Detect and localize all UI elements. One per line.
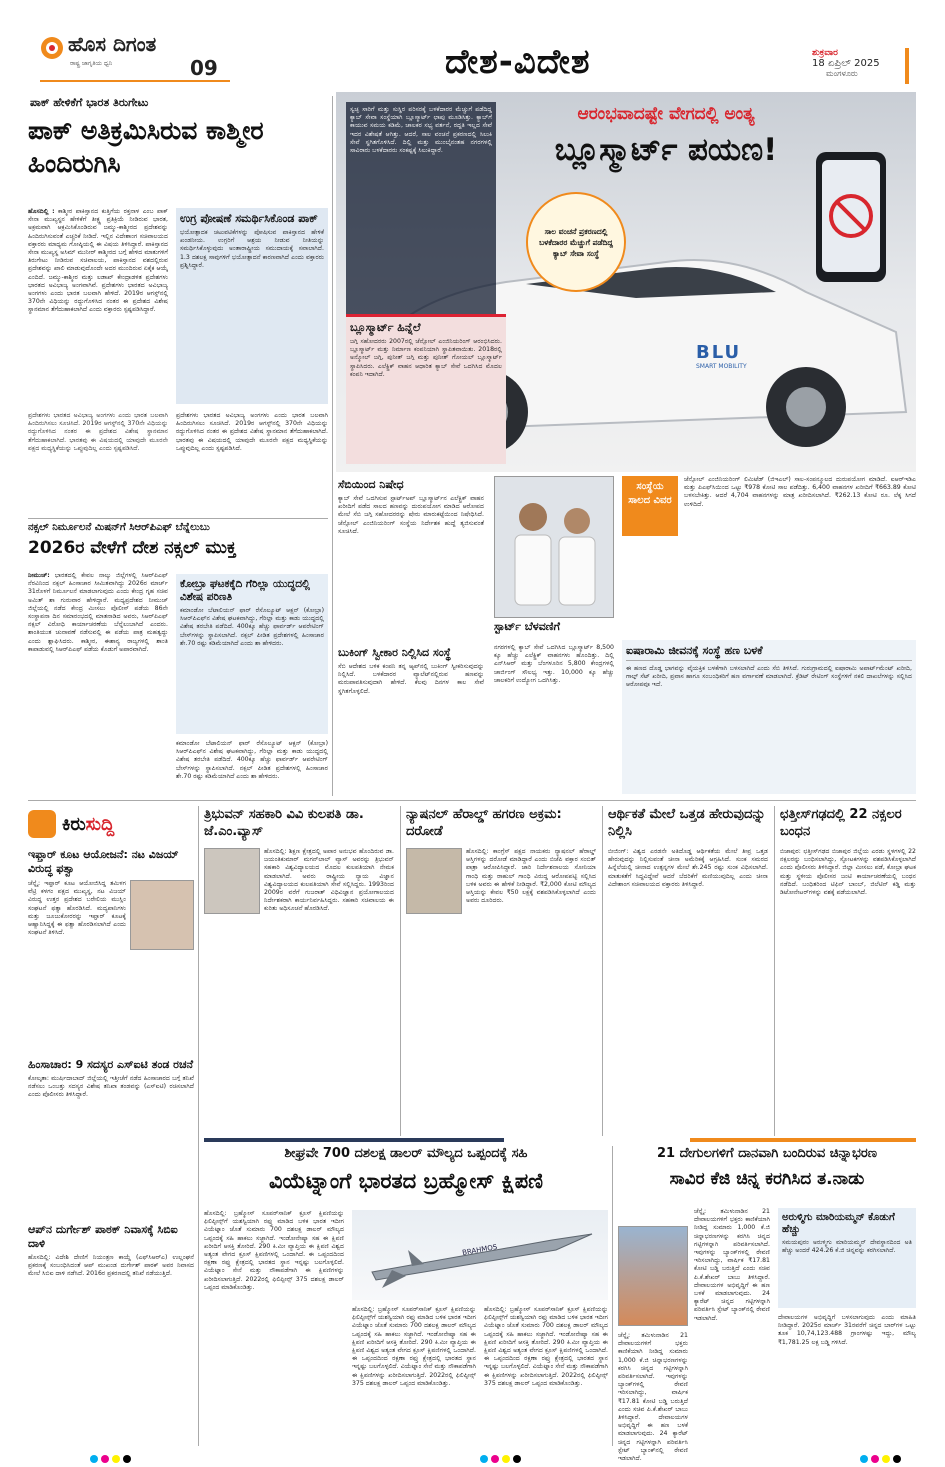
feature-circle-text: ಸಾಲ ವಂಚನೆ ಪ್ರಕರಣದಲ್ಲಿ ಬಳಕೆದಾರರ ಮೆಚ್ಚುಗೆ ಪಡೆದಿದ್ದ ಕ್ಯಾಬ್ ಸೇವಾ ಸಂಸ್ಥೆ [539,226,613,258]
masthead [0,0,945,92]
mid3-body: ಬೀಜಿಂಗ್: ವಿಶ್ವದ ಎರಡನೇ ಅತಿದೊಡ್ಡ ಆರ್ಥಿಕತೆಯ ಮೇಲೆ ತೀವ್ರ ಒತ್ತಡ ಹೇರುವುದನ್ನು ನಿಲ್ಲಿಸುವಂತೆ ಚೀನಾ ಅಮೆರಿಕಕ್ಕೆ ಆಗ್ರಹಿಸಿದೆ. ಸುಂಕ ಸಮರದ ಹಿನ್ನೆಲೆಯಲ್ಲಿ ಚೀನಾದ ಉತ್ಪನ್ನಗಳ ಮೇಲೆ ಶೇ.245 ರಷ್ಟು ಸುಂಕ ವಿಧಿಸಲಾಗಿದೆ. ಮಾತುಕತೆಗೆ ಸಿದ್ಧವಿದ್ದೇವೆ ಆದರೆ ಬೆದರಿಕೆಗೆ ಮಣಿಯುವುದಿಲ್ಲ ಎಂದು ಚೀನಾ ವಿದೇಶಾಂಗ ಸಚಿವಾಲಯದ ವಕ್ತಾರರು ತಿಳಿಸಿದ್ದಾರೆ. [608,848,768,888]
divider-bar-left [204,1138,504,1142]
feature-circle [526,192,626,292]
story2-box-body: ಕಮಾಂಡೋ ಬೆಟಾಲಿಯನ್ ಫಾರ್ ರೆಸೊಲ್ಯೂಟ್ ಆಕ್ಷನ್ (ಕೋಬ್ರಾ) ಸಿಆರ್‌ಪಿಎಫ್‌ನ ವಿಶೇಷ ಘಟಕವಾಗಿದ್ದು, ಗೆರಿಲ್ಲಾ ಮತ್ತು ಕಾಡು ಯುದ್ಧದಲ್ಲಿ ವಿಶೇಷ ತರಬೇತಿ ಪಡೆದಿದೆ. 400ಕ್ಕೂ ಹೆಚ್ಚು ಫಾರ್ವರ್ಡ್ ಆಪರೇಟಿಂಗ್ ಬೇಸ್‌ಗಳನ್ನು ಸ್ಥಾಪಿಸಲಾಗಿದೆ. ನಕ್ಸಲ್ ಪೀಡಿತ ಪ್ರದೇಶಗಳಲ್ಲಿ ಹಿಂಸಾಚಾರ ಶೇ.70 ರಷ್ಟು ಕಡಿಮೆಯಾಗಿದೆ ಎಂದು ಶಾ ಹೇಳಿದರು. [180,607,324,647]
luxury-spend-box [622,640,916,794]
box1-body: ಜಗ್ಗಿ ಸಹೋದರರು 2007ರಲ್ಲಿ ಜೆನ್ಸೋಲ್ ಎಂಜಿನಿಯರಿಂಗ್ ಆರಂಭಿಸಿದರು. ಬ್ಲೂಸ್ಮಾರ್ಟ್ ಮತ್ತು ನಿರ್ಮಾಣ ಕಂಪನಿಯಾಗಿ ಸ್ಥಾಪಿತವಾಯಿತು. 2018ರಲ್ಲಿ ಅನ್ಮೋಲ್ ಜಗ್ಗಿ, ಪುನೀತ್ ಜಗ್ಗಿ ಮತ್ತು ಪುನೀತ್ ಗೋಯಲ್ ಬ್ಲೂಸ್ಮಾರ್ಟ್ ಸ್ಥಾಪಿಸಿದರು. ಎಲೆಕ್ಟ್ರಿಕ್ ವಾಹನ ಆಧಾರಿತ ಕ್ಯಾಬ್ ಸೇವೆ ಒದಗಿಸಿದ ಮೊದಲ ಕಂಪನಿ ಇದಾಗಿದೆ. [350,338,502,378]
masthead-logo [40,32,230,80]
box5-body: ಜೆನ್ಸೋಲ್ ಎಂಜಿನಿಯರಿಂಗ್ ಲಿಮಿಟೆಡ್ (ಜಿಇಎಲ್) ಸಾಲ-ಸಂಪನ್ಮೂಲದ ದುರುಪಯೋಗ ಮಾಡಿದೆ. ಐಆರ್‌ಇಡಿಎ ಮತ್ತು ಪಿಎಫ್‌ಸಿಯಿಂದ ಒಟ್ಟು ₹978 ಕೋಟಿ ಸಾಲ ಪಡೆದಿತ್ತು. 6,400 ವಾಹನಗಳ ಖರೀದಿಗೆ ₹663.89 ಕೋಟಿ ಬಳಸಬೇಕಿತ್ತು. ಆದರೆ 4,704 ವಾಹನಗಳನ್ನು ಮಾತ್ರ ಖರೀದಿಸಲಾಗಿದೆ. ₹262.13 ಕೋಟಿ ರೂ. ಲೆಕ್ಕ ಸಿಗದೆ ಉಳಿದಿದೆ. [684,476,916,508]
mid2-body: ಹೊಸದಿಲ್ಲಿ: ಕಾಂಗ್ರೆಸ್ ಪಕ್ಷದ ನಾಯಕರು ನ್ಯಾಷನಲ್ ಹೆರಾಲ್ಡ್ ಆಸ್ತಿಗಳನ್ನು ದರೋಡೆ ಮಾಡಿದ್ದಾರೆ ಎಂದು ಬಿಜೆಪಿ ವಕ್ತಾರ ಸಂಬಿತ್ ಪಾತ್ರಾ ಆರೋಪಿಸಿದ್ದಾರೆ. ಜಾರಿ ನಿರ್ದೇಶನಾಲಯ ಸೋನಿಯಾ ಗಾಂಧಿ ಮತ್ತು ರಾಹುಲ್ ಗಾಂಧಿ ವಿರುದ್ಧ ಆರೋಪಪಟ್ಟಿ ಸಲ್ಲಿಸಿದ ಬಳಿಕ ಅವರು ಈ ಹೇಳಿಕೆ ನೀಡಿದ್ದಾರೆ. ₹2,000 ಕೋಟಿ ಮೌಲ್ಯದ ಆಸ್ತಿಯನ್ನು ಕೇವಲ ₹50 ಲಕ್ಷಕ್ಕೆ ವಶಪಡಿಸಿಕೊಳ್ಳಲಾಗಿದೆ ಎಂದು ಅವರು ದೂರಿದರು. [466,848,596,905]
brahmos-kicker: ಶೀಘ್ರವೇ 700 ದಶಲಕ್ಷ ಡಾಲರ್ ಮೌಲ್ಯದ ಒಪ್ಪಂದಕ್ಕೆ ಸಹಿ [284,1146,528,1161]
mid-story-3 [608,806,768,1136]
bluesmart-logo [696,342,747,370]
mid1-title: ತ್ರಿಭುವನ್ ಸಹಕಾರಿ ವಿವಿ ಕುಲಪತಿ ಡಾ. ಜೆ.ಎಂ.ವ್ಯಾಸ್ [204,807,364,839]
story1-box-body: ಭಯೋತ್ಪಾದಕ ಚಟುವಟಿಕೆಗಳನ್ನು ಪೋಷಿಸುವ ಪಾಕಿಸ್ತಾನದ ಹೇಳಿಕೆ ಖಂಡನೀಯ. ಉಗ್ರರಿಗೆ ಆಶ್ರಯ ನೀಡುವ ನೀತಿಯನ್ನು ಸಮರ್ಥಿಸಿಕೊಳ್ಳುವುದು ಅಂತಾರಾಷ್ಟ್ರೀಯ ಸಮುದಾಯಕ್ಕೆ ಸವಾಲಾಗಿದೆ. 1.3 ದಶಲಕ್ಷ ಸಾವುಗಳಿಗೆ ಭಯೋತ್ಪಾದನೆ ಕಾರಣವಾಗಿದೆ ಎಂದು ವಕ್ತಾರರು ಪ್ರಶ್ನಿಸಿದ್ದಾರೆ. [180,229,324,269]
box2-title: ಸೆಬಿಯಿಂದ ನಿಷೇಧ [338,478,404,491]
feature-intro: ಸ್ವಚ್ಛ ಸಾರಿಗೆ ಮತ್ತು ಸುಸ್ಥಿರ ಪರಿಸರಕ್ಕೆ ಬಳಕೆದಾರರ ಮೆಚ್ಚುಗೆ ಪಡೆದಿದ್ದ ಕ್ಯಾಬ್ ಸೇವಾ ಸಂಸ್ಥೆಯಾಗಿ ಬ್ಲೂಸ್ಮಾರ್ಟ್ ಛಾಪು ಮೂಡಿಸಿತ್ತು. ಕ್ಯಾಬ್‌ಗೆ ಕಾಯುವ ಸಮಯ ಕಡಿಮೆ, ಚಾಲಕರ ಸಭ್ಯ ವರ್ತನೆ, ರದ್ದತಿ ಇಲ್ಲದ ಸೇವೆ ಇದರ ವಿಶೇಷತೆ ಆಗಿತ್ತು. ಆದರೆ, ಸಾಲ ವಂಚನೆ ಪ್ರಕರಣದಲ್ಲಿ ಸಿಲುಕಿ ಸೇವೆ ಸ್ಥಗಿತಗೊಳಿಸಿದೆ. ದಿಲ್ಲಿ ಮತ್ತು ಮುಂಬೈನಂತಹ ನಗರಗಳಲ್ಲಿ ಸಾವಿರಾರು ಬಳಕೆದಾರರು ಸಂಕಷ್ಟಕ್ಕೆ ಸಿಲುಕಿದ್ದಾರೆ. [346,102,496,322]
box6-title: ಐಷಾರಾಮಿ ಜೀವನಕ್ಕೆ ಸಂಸ್ಥೆ ಹಣ ಬಳಕೆ [626,644,912,661]
vijay-photo [130,880,194,950]
story1-box [176,208,328,404]
divider-v4 [602,806,603,1136]
page-number: 09 [190,56,218,80]
box6-body: ಈ ಹಣದ ದೊಡ್ಡ ಭಾಗವನ್ನು ವೈಯಕ್ತಿಕ ಬಳಕೆಗಾಗಿ ಬಳಸಲಾಗಿದೆ ಎಂದು ಸೆಬಿ ತಿಳಿಸಿದೆ. ಗುರುಗ್ರಾಮದಲ್ಲಿ ಐಷಾರಾಮಿ ಅಪಾರ್ಟ್‌ಮೆಂಟ್ ಖರೀದಿ, ಗಾಲ್ಫ್ ಸೆಟ್ ಖರೀದಿ, ಪ್ರವಾಸ ಹಾಗೂ ಸಂಬಂಧಿಕರಿಗೆ ಹಣ ವರ್ಗಾವಣೆ ಮಾಡಲಾಗಿದೆ. ಕ್ರೆಡಿಟ್ ರೇಟಿಂಗ್ ಸಂಸ್ಥೆಗಳಿಗೆ ನಕಲಿ ದಾಖಲೆಗಳನ್ನು ಸಲ್ಲಿಸಿದ ಆರೋಪವೂ ಇದೆ. [626,665,912,689]
story-kashmir [28,96,328,514]
mid1-body: ಹೊಸದಿಲ್ಲಿ: ಶಿಕ್ಷಣ ಕ್ಷೇತ್ರದಲ್ಲಿ ಅಪಾರ ಅನುಭವ ಹೊಂದಿರುವ ಡಾ. ಜಯಂತಿಕುಮಾರ್ ಮಗನ್‌ಲಾಲ್ ವ್ಯಾಸ್ ಅವರನ್ನು ತ್ರಿಭುವನ್ ಸಹಕಾರಿ ವಿಶ್ವವಿದ್ಯಾಲಯದ ಮೊದಲ ಕುಲಪತಿಯಾಗಿ ನೇಮಕ ಮಾಡಲಾಗಿದೆ. ಅವರು ರಾಷ್ಟ್ರೀಯ ನ್ಯಾಯ ವಿಜ್ಞಾನ ವಿಶ್ವವಿದ್ಯಾಲಯದ ಕುಲಪತಿಯಾಗಿ ಸೇವೆ ಸಲ್ಲಿಸಿದ್ದರು. 1993ರಿಂದ 2009ರ ವರೆಗೆ ಗುಜರಾತ್ ವಿಧಿವಿಜ್ಞಾನ ಪ್ರಯೋಗಾಲಯದ ನಿರ್ದೇಶಕರಾಗಿ ಕಾರ್ಯನಿರ್ವಹಿಸಿದ್ದರು. ಸಹಕಾರಿ ಸಚಿವಾಲಯ ಈ ಕುರಿತು ಅಧಿಸೂಚನೆ ಹೊರಡಿಸಿದೆ. [264,848,394,913]
kirusuddi-suffix: ಸುದ್ದಿ [85,813,115,835]
gold-box [778,1208,916,1308]
founders-photo [494,476,614,618]
sebi-ban-box [336,476,486,636]
divider-v5 [774,806,775,1136]
gold-body: ಚೆನ್ನೈ: ತಮಿಳುನಾಡಿನ 21 ದೇವಾಲಯಗಳಿಗೆ ಭಕ್ತರು ಕಾಣಿಕೆಯಾಗಿ ನೀಡಿದ್ದ ಸುಮಾರು 1,000 ಕೆ.ಜಿ ಚಿನ್ನಾಭರಣಗಳನ್ನು ಕರಗಿಸಿ ಚಿನ್ನದ ಗಟ್ಟಿಗಳನ್ನಾಗಿ ಪರಿವರ್ತಿಸಲಾಗಿದೆ. ಇವುಗಳನ್ನು ಬ್ಯಾಂಕ್‌ಗಳಲ್ಲಿ ಠೇವಣಿ ಇರಿಸಲಾಗಿದ್ದು, ವಾರ್ಷಿಕ ₹17.81 ಕೋಟಿ ಬಡ್ಡಿ ಬರುತ್ತಿದೆ ಎಂದು ಸಚಿವ ಪಿ.ಕೆ.ಶೇಖರ್ ಬಾಬು ತಿಳಿಸಿದ್ದಾರೆ. ದೇವಾಲಯಗಳ ಅಭಿವೃದ್ಧಿಗೆ ಈ ಹಣ ಬಳಕೆ ಮಾಡಲಾಗುವುದು. 24 ಕ್ಯಾರೆಟ್ ಚಿನ್ನದ ಗಟ್ಟಿಗಳನ್ನಾಗಿ ಪರಿವರ್ತಿಸಿ ಸ್ಟೇಟ್ ಬ್ಯಾಂಕ್‌ನಲ್ಲಿ ಠೇವಣಿ ಇಡಲಾಗಿದೆ. [694,1208,770,1322]
story2-dateline: ನೀಮುಚ್: [28,572,50,579]
story1-kicker: ಪಾಕ್ ಹೇಳಿಕೆಗೆ ಭಾರತ ತಿರುಗೇಟು [30,96,149,109]
date-label: 18 ಏಪ್ರಿಲ್ 2025 [812,58,880,69]
vyas-photo [204,848,260,914]
gold-headline: ಸಾವಿರ ಕೆಜಿ ಚಿನ್ನ ಕರಗಿಸಿದ ತ.ನಾಡು [669,1169,865,1189]
bluesmart-feature [336,92,916,798]
bluesmart-history-box [346,314,506,464]
story1-body-cont: ಪ್ರದೇಶಗಳು ಭಾರತದ ಅವಿಭಾಜ್ಯ ಅಂಗಗಳು ಎಂದು ಭಾರತ ಬಲವಾಗಿ ಹಿಂದಿರುಗಿಸಲು ಸೂಚಿಸಿದೆ. 2019ರ ಆಗಸ್ಟ್‌ನಲ್ಲಿ 370ನೇ ವಿಧಿಯನ್ನು ರದ್ದುಗೊಳಿಸಿದ ನಂತರ ಈ ಪ್ರದೇಶದ ವಿಶೇಷ ಸ್ಥಾನಮಾನ ತೆಗೆದುಹಾಕಲಾಗಿದೆ. ಭಾರತವು ಈ ವಿಷಯದಲ್ಲಿ ಯಾವುದೇ ಮೂರನೇ ಪಕ್ಷದ ಮಧ್ಯಸ್ಥಿಕೆಯನ್ನು ಒಪ್ಪುವುದಿಲ್ಲ ಎಂದು ಸ್ಪಷ್ಟಪಡಿಸಿದೆ. [28,412,168,452]
mid-story-2 [406,806,596,1136]
sambit-photo [406,848,462,914]
kirusuddi-header [28,806,194,842]
brahmos-body2: ಹೊಸದಿಲ್ಲಿ: ಬ್ರಹ್ಮೋಸ್ ಸೂಪರ್‌ಸಾನಿಕ್ ಕ್ರೂಸ್ ಕ್ಷಿಪಣಿಯನ್ನು ಫಿಲಿಪ್ಪೀನ್ಸ್‌ಗೆ ಯಶಸ್ವಿಯಾಗಿ ರಫ್ತು ಮಾಡಿದ ಬಳಿಕ ಭಾರತ ಇದೀಗ ವಿಯೆಟ್ನಾಂ ಜೊತೆ ಸುಮಾರು 700 ದಶಲಕ್ಷ ಡಾಲರ್ ಮೌಲ್ಯದ ಒಪ್ಪಂದಕ್ಕೆ ಸಹಿ ಹಾಕಲು ಸಜ್ಜಾಗಿದೆ. ಇಂಡೋನೇಷ್ಯಾ ಸಹ ಈ ಕ್ಷಿಪಣಿ ಖರೀದಿಗೆ ಆಸಕ್ತಿ ತೋರಿದೆ. 290 ಕಿ.ಮೀ ವ್ಯಾಪ್ತಿಯ ಈ ಕ್ಷಿಪಣಿ ವಿಶ್ವದ ಅತ್ಯಂತ ವೇಗದ ಕ್ರೂಸ್ ಕ್ಷಿಪಣಿಗಳಲ್ಲಿ ಒಂದಾಗಿದೆ. ಈ ಒಪ್ಪಂದದಿಂದ ರಕ್ಷಣಾ ರಫ್ತು ಕ್ಷೇತ್ರದಲ್ಲಿ ಭಾರತದ ಸ್ಥಾನ ಇನ್ನಷ್ಟು ಬಲಗೊಳ್ಳಲಿದೆ. ವಿಯೆಟ್ನಾಂ ಸೇನೆ ಮತ್ತು ನೌಕಾಪಡೆಗಾಗಿ ಈ ಕ್ಷಿಪಣಿಗಳನ್ನು ಖರೀದಿಸಲಾಗುತ್ತಿದೆ. 2022ರಲ್ಲಿ ಫಿಲಿಪ್ಪೀನ್ಸ್ 375 ದಶಲಕ್ಷ ಡಾಲರ್ ಒಪ್ಪಂದ ಮಾಡಿಕೊಂಡಿತ್ತು. [352,1306,476,1387]
mid-story-4 [780,806,916,1136]
story1-body [28,208,168,404]
bluesmart-logo-sub: SMART MOBILITY [696,363,747,370]
divider-v6 [612,1146,613,1446]
story2-headline: 2026ರ ವೇಳೆಗೆ ದೇಶ ನಕ್ಸಲ್ ಮುಕ್ತ [28,538,237,558]
story1-body2: ಪ್ರದೇಶಗಳು ಭಾರತದ ಅವಿಭಾಜ್ಯ ಅಂಗಗಳು ಎಂದು ಭಾರತ ಬಲವಾಗಿ ಹಿಂದಿರುಗಿಸಲು ಸೂಚಿಸಿದೆ. 2019ರ ಆಗಸ್ಟ್‌ನಲ್ಲಿ 370ನೇ ವಿಧಿಯನ್ನು ರದ್ದುಗೊಳಿಸಿದ ನಂತರ ಈ ಪ್ರದೇಶದ ವಿಶೇಷ ಸ್ಥಾನಮಾನ ತೆಗೆದುಹಾಕಲಾಗಿದೆ. ಭಾರತವು ಈ ವಿಷಯದಲ್ಲಿ ಯಾವುದೇ ಮೂರನೇ ಪಕ್ಷದ ಮಧ್ಯಸ್ಥಿಕೆಯನ್ನು ಒಪ್ಪುವುದಿಲ್ಲ ಎಂದು ಸ್ಪಷ್ಟಪಡಿಸಿದೆ. [176,412,328,452]
story1-text: ಕಾಶ್ಮೀರ ಪಾಕಿಸ್ತಾನದ ಕುತ್ತಿಗೆಯ ರಕ್ತನಾಳ ಎಂಬ ಪಾಕ್ ಸೇನಾ ಮುಖ್ಯಸ್ಥನ ಹೇಳಿಕೆಗೆ ತೀಕ್ಷ್ಣ ಪ್ರತಿಕ್ರಿಯೆ ನೀಡಿರುವ ಭಾರತ, ಅಕ್ರಮವಾಗಿ ಆಕ್ರಮಿಸಿಕೊಂಡಿರುವ ಜಮ್ಮು-ಕಾಶ್ಮೀರದ ಪ್ರದೇಶವನ್ನು ಹಿಂದಿರುಗಿಸುವಂತೆ ಎಚ್ಚರಿಕೆ ನೀಡಿದೆ. ಇಲ್ಲಿನ ವಿದೇಶಾಂಗ ಸಚಿವಾಲಯದ ವಕ್ತಾರರು ಮಾಧ್ಯಮ ಗೋಷ್ಠಿಯಲ್ಲಿ ಈ ವಿಷಯ ತಿಳಿಸಿದ್ದಾರೆ. ಪಾಕಿಸ್ತಾನದ ಸೇನಾ ಮುಖ್ಯಸ್ಥ ಅಸಿಮ್ ಮುನೀರ್ ಕಾಶ್ಮೀರದ ಬಗ್ಗೆ ಹೇಳಿದ ಮಾತುಗಳಿಗೆ ತಿರುಗೇಟು ನೀಡಿರುವ ಸಚಿವಾಲಯ, ಪಾಕಿಸ್ತಾನದ ವಶದಲ್ಲಿರುವ ಪ್ರದೇಶವನ್ನು ಖಾಲಿ ಮಾಡುವುದೊಂದೇ ಅದರ ಮುಂದಿರುವ ಏಕೈಕ ಆಯ್ಕೆ ಎಂದಿದೆ. ಜಮ್ಮು-ಕಾಶ್ಮೀರ ಮತ್ತು ಲಡಾಖ್ ಕೇಂದ್ರಾಡಳಿತ ಪ್ರದೇಶಗಳು ಭಾರತದ ಅವಿಭಾಜ್ಯ ಅಂಗವಾಗಿವೆ. ಪ್ರದೇಶಗಳು ಭಾರತದ ಅವಿಭಾಜ್ಯ ಅಂಗಗಳು ಎಂದು ಭಾರತ ಬಲವಾಗಿ ಹೇಳಿದೆ. 2019ರ ಆಗಸ್ಟ್‌ನಲ್ಲಿ 370ನೇ ವಿಧಿಯನ್ನು ರದ್ದುಗೊಳಿಸಿದ ನಂತರ ಈ ಪ್ರದೇಶದ ವಿಶೇಷ ಸ್ಥಾನಮಾನ ತೆಗೆದುಹಾಕಲಾಗಿದೆ ಎಂದು ವಕ್ತಾರರು ಸ್ಪಷ್ಟಪಡಿಸಿದ್ದಾರೆ. [28,208,168,314]
gold-story [618,1146,916,1463]
banner-line2: ಬ್ಲೂಸ್ಮಾರ್ಟ್ ಪಯಣ! [554,132,778,168]
story1-box-title: ಉಗ್ರ ಪೋಷಣೆ ಸಮರ್ಥಿಸಿಕೊಂಡ ಪಾಕ್ [180,212,318,225]
story2-text: ಭಾರತದಲ್ಲಿ ಕೇವಲ ನಾಲ್ಕು ಜಿಲ್ಲೆಗಳಲ್ಲಿ ಸಿಆರ್‌ಪಿಎಫ್ ನೆರವಿನಿಂದ ನಕ್ಸಲ್ ಹಿಂಸಾಚಾರ ಸೀಮಿತವಾಗಿದ್ದು 2026ರ ಮಾರ್ಚ್ 31ರೊಳಗೆ ನಿರ್ಮೂಲನೆ ಮಾಡಲಾಗುವುದು ಎಂದು ಕೇಂದ್ರ ಗೃಹ ಸಚಿವ ಅಮಿತ್ ಶಾ ಗುರುವಾರ ಹೇಳಿದ್ದಾರೆ. ಮಧ್ಯಪ್ರದೇಶದ ನೀಮುಚ್ ಜಿಲ್ಲೆಯಲ್ಲಿ ನಡೆದ ಕೇಂದ್ರ ಮೀಸಲು ಪೊಲೀಸ್ ಪಡೆಯ 86ನೇ ಸಂಸ್ಥಾಪನಾ ದಿನ ಸಮಾರಂಭದಲ್ಲಿ ಮಾತನಾಡಿದ ಅವರು, ಸಿಆರ್‌ಪಿಎಫ್ ನಕ್ಸಲ್ ವಿರೋಧಿ ಕಾರ್ಯಾಚರಣೆಯ ಬೆನ್ನೆಲುಬಾಗಿದೆ ಎಂದರು. ಶಾಂತಿಯುತ ಚುನಾವಣೆ ನಡೆಸುವಲ್ಲಿ ಈ ಪಡೆಯ ಪಾತ್ರ ಮಹತ್ವದ್ದು ಎಂದು ಶ್ಲಾಘಿಸಿದರು. ಕಾಶ್ಮೀರ, ಈಶಾನ್ಯ ರಾಜ್ಯಗಳಲ್ಲಿ ಶಾಂತಿ ಕಾಪಾಡುವಲ್ಲಿ ಸಿಆರ್‌ಪಿಎಫ್ ಪಡೆಯ ಕೊಡುಗೆ ಅಪಾರವಾಗಿದೆ. [28,572,168,653]
divider-v2 [198,806,199,1446]
gold-box-title: ಅರುಳ್ಮಿಗು ಮಾರಿಯಮ್ಮನ್ ಕೊಡುಗೆ ಹೆಚ್ಚು [782,1212,895,1235]
box5-label [622,476,678,536]
story2-box [176,574,328,734]
box5-title: ಸಂಸ್ಥೆಯ ಸಾಲದ ವಿವರ [628,481,672,506]
brahmos-headline: ವಿಯೆಟ್ನಾಂಗೆ ಭಾರತದ ಬ್ರಹ್ಮೋಸ್ ಕ್ಷಿಪಣಿ [268,1169,544,1193]
temple-photo [618,1226,688,1326]
logo-tagline: ರಾಷ್ಟ್ರ ಜಾಗೃತಿಯ ಧ್ವನಿ [70,60,113,67]
kirusuddi-item1-body: ಚೆನ್ನೈ: ಇಫ್ತಾರ್ ಕೂಟ ಆಯೋಜಿಸಿದ್ದ ತಮಿಳಗ ವೆಟ್ರಿ ಕಳಗಂ ಪಕ್ಷದ ಮುಖ್ಯಸ್ಥ, ನಟ ವಿಜಯ್ ವಿರುದ್ಧ ಉತ್ತರ ಪ್ರದೇಶದ ಬರೇಲಿಯ ಮುಸ್ಲಿಂ ಸಂಘಟನೆ ಫತ್ವಾ ಹೊರಡಿಸಿದೆ. ಮದ್ಯಪಾನಿಗಳು ಮತ್ತು ಜೂಜುಕೋರರನ್ನು ಇಫ್ತಾರ್ ಕೂಟಕ್ಕೆ ಆಹ್ವಾನಿಸಿದ್ದಕ್ಕೆ ಈ ಫತ್ವಾ ಹೊರಡಿಸಲಾಗಿದೆ ಎಂದು ಸಂಘಟನೆ ತಿಳಿಸಿದೆ. [28,880,126,937]
print-registration-left [90,1448,134,1467]
brahmos-body: ಹೊಸದಿಲ್ಲಿ: ಬ್ರಹ್ಮೋಸ್ ಸೂಪರ್‌ಸಾನಿಕ್ ಕ್ರೂಸ್ ಕ್ಷಿಪಣಿಯನ್ನು ಫಿಲಿಪ್ಪೀನ್ಸ್‌ಗೆ ಯಶಸ್ವಿಯಾಗಿ ರಫ್ತು ಮಾಡಿದ ಬಳಿಕ ಭಾರತ ಇದೀಗ ವಿಯೆಟ್ನಾಂ ಜೊತೆ ಸುಮಾರು 700 ದಶಲಕ್ಷ ಡಾಲರ್ ಮೌಲ್ಯದ ಒಪ್ಪಂದಕ್ಕೆ ಸಹಿ ಹಾಕಲು ಸಜ್ಜಾಗಿದೆ. ಇಂಡೋನೇಷ್ಯಾ ಸಹ ಈ ಕ್ಷಿಪಣಿ ಖರೀದಿಗೆ ಆಸಕ್ತಿ ತೋರಿದೆ. 290 ಕಿ.ಮೀ ವ್ಯಾಪ್ತಿಯ ಈ ಕ್ಷಿಪಣಿ ವಿಶ್ವದ ಅತ್ಯಂತ ವೇಗದ ಕ್ರೂಸ್ ಕ್ಷಿಪಣಿಗಳಲ್ಲಿ ಒಂದಾಗಿದೆ. ಈ ಒಪ್ಪಂದದಿಂದ ರಕ್ಷಣಾ ರಫ್ತು ಕ್ಷೇತ್ರದಲ್ಲಿ ಭಾರತದ ಸ್ಥಾನ ಇನ್ನಷ್ಟು ಬಲಗೊಳ್ಳಲಿದೆ. ವಿಯೆಟ್ನಾಂ ಸೇನೆ ಮತ್ತು ನೌಕಾಪಡೆಗಾಗಿ ಈ ಕ್ಷಿಪಣಿಗಳನ್ನು ಖರೀದಿಸಲಾಗುತ್ತಿದೆ. 2022ರಲ್ಲಿ ಫಿಲಿಪ್ಪೀನ್ಸ್ 375 ದಶಲಕ್ಷ ಡಾಲರ್ ಒಪ್ಪಂದ ಮಾಡಿಕೊಂಡಿತ್ತು. [204,1210,344,1291]
box4-title: ಬುಕಿಂಗ್ ಸ್ವೀಕಾರ ನಿಲ್ಲಿಸಿದ ಸಂಸ್ಥೆ [338,646,452,659]
bluesmart-logo-text: BLU [696,342,742,363]
story2-body-cont: ಕಮಾಂಡೋ ಬೆಟಾಲಿಯನ್ ಫಾರ್ ರೆಸೊಲ್ಯೂಟ್ ಆಕ್ಷನ್ (ಕೋಬ್ರಾ) ಸಿಆರ್‌ಪಿಎಫ್‌ನ ವಿಶೇಷ ಘಟಕವಾಗಿದ್ದು, ಗೆರಿಲ್ಲಾ ಮತ್ತು ಕಾಡು ಯುದ್ಧದಲ್ಲಿ ವಿಶೇಷ ತರಬೇತಿ ಪಡೆದಿದೆ. 400ಕ್ಕೂ ಹೆಚ್ಚು ಫಾರ್ವರ್ಡ್ ಆಪರೇಟಿಂಗ್ ಬೇಸ್‌ಗಳನ್ನು ಸ್ಥಾಪಿಸಲಾಗಿದೆ. ನಕ್ಸಲ್ ಪೀಡಿತ ಪ್ರದೇಶಗಳಲ್ಲಿ ಹಿಂಸಾಚಾರ ಶೇ.70 ರಷ್ಟು ಕಡಿಮೆಯಾಗಿದೆ ಎಂದು ಶಾ ಹೇಳಿದರು. [176,740,328,780]
divider-bar-right [690,1138,916,1142]
divider-v1 [332,96,333,796]
print-registration-right [860,1448,904,1467]
masthead-line [40,80,230,82]
mid-story-1 [204,806,394,1136]
box4-body: ಸೆಬಿ ಆದೇಶದ ಬಳಿಕ ಕಂಪನಿ ತನ್ನ ಆ್ಯಪ್‌ನಲ್ಲಿ ಬುಕಿಂಗ್ ಸ್ವೀಕರಿಸುವುದನ್ನು ನಿಲ್ಲಿಸಿದೆ. ಬಳಕೆದಾರರ ವ್ಯಾಲೆಟ್‌ನಲ್ಲಿರುವ ಹಣವನ್ನು ಮರುಪಾವತಿಸುವುದಾಗಿ ಹೇಳಿದೆ. ಕೆಲವು ದಿನಗಳ ಕಾಲ ಸೇವೆ ಸ್ಥಗಿತಗೊಳ್ಳಲಿದೆ. [338,663,484,695]
story2-box-title: ಕೋಬ್ರಾ ಘಟಕಕ್ಕೆದಿ ಗೆರಿಲ್ಲಾ ಯುದ್ಧದಲ್ಲಿ ವಿಶೇಷ ಪರಿಣತಿ [180,578,310,603]
kirusuddi-item1-title: ಇಫ್ತಾರ್ ಕೂಟ ಆಯೋಜನೆ: ನಟ ವಿಜಯ್ ವಿರುದ್ಧ ಫತ್ವಾ [28,848,179,875]
missile-image [352,1210,608,1300]
masthead-bar [905,48,909,84]
brahmos-story [204,1146,608,1446]
feature-banner [506,104,826,169]
banner-line1: ಆರಂಭವಾದಷ್ಟೇ ವೇಗದಲ್ಲಿ ಅಂತ್ಯ [577,104,755,124]
loan-details-box [622,476,916,632]
divider-h2 [28,800,916,801]
gold-body3: ಚೆನ್ನೈ: ತಮಿಳುನಾಡಿನ 21 ದೇವಾಲಯಗಳಿಗೆ ಭಕ್ತರು ಕಾಣಿಕೆಯಾಗಿ ನೀಡಿದ್ದ ಸುಮಾರು 1,000 ಕೆ.ಜಿ ಚಿನ್ನಾಭರಣಗಳನ್ನು ಕರಗಿಸಿ ಚಿನ್ನದ ಗಟ್ಟಿಗಳನ್ನಾಗಿ ಪರಿವರ್ತಿಸಲಾಗಿದೆ. ಇವುಗಳನ್ನು ಬ್ಯಾಂಕ್‌ಗಳಲ್ಲಿ ಠೇವಣಿ ಇರಿಸಲಾಗಿದ್ದು, ವಾರ್ಷಿಕ ₹17.81 ಕೋಟಿ ಬಡ್ಡಿ ಬರುತ್ತಿದೆ ಎಂದು ಸಚಿವ ಪಿ.ಕೆ.ಶೇಖರ್ ಬಾಬು ತಿಳಿಸಿದ್ದಾರೆ. ದೇವಾಲಯಗಳ ಅಭಿವೃದ್ಧಿಗೆ ಈ ಹಣ ಬಳಕೆ ಮಾಡಲಾಗುವುದು. 24 ಕ್ಯಾರೆಟ್ ಚಿನ್ನದ ಗಟ್ಟಿಗಳನ್ನಾಗಿ ಪರಿವರ್ತಿಸಿ ಸ್ಟೇಟ್ ಬ್ಯಾಂಕ್‌ನಲ್ಲಿ ಠೇವಣಿ ಇಡಲಾಗಿದೆ. [618,1332,688,1463]
missile-label: BRAHMOS [461,1242,498,1258]
kirusuddi-item2-title: ಹಿಂಸಾಚಾರ: 9 ಸದಸ್ಯರ ಎಸ್‌ಐಟಿ ತಂಡ ರಚನೆ [28,1058,194,1071]
kirusuddi-icon [28,810,56,838]
logo-text: ಹೊಸ ದಿಗಂತ [68,32,157,56]
startup-growth-box [494,620,614,640]
box3-body-text: ನಗರಗಳಲ್ಲಿ ಕ್ಯಾಬ್ ಸೇವೆ ಒದಗಿಸಿದ ಬ್ಲೂಸ್ಮಾರ್ಟ್ 8,500 ಕ್ಕೂ ಹೆಚ್ಚು ಎಲೆಕ್ಟ್ರಿಕ್ ವಾಹನಗಳು ಹೊಂದಿತ್ತು. ದಿಲ್ಲಿ ಎನ್‌ಸಿಆರ್ ಮತ್ತು ಬೆಂಗಳೂರಿನ 5,800 ಕೇಂದ್ರಗಳಲ್ಲಿ ಚಾರ್ಜಿಂಗ್ ಸೌಲಭ್ಯ ಇತ್ತು. 10,000 ಕ್ಕೂ ಹೆಚ್ಚು ಚಾಲಕರಿಗೆ ಉದ್ಯೋಗ ಒದಗಿಸಿತ್ತು. [494,644,614,684]
section-title: ದೇಶ-ವಿದೇಶ [445,42,591,82]
mid2-title: ನ್ಯಾಷನಲ್ ಹೆರಾಲ್ಡ್ ಹಗರಣ ಅಕ್ರಮ: ದರೋಡೆ [406,807,562,839]
box3-title: ಸ್ಟಾರ್ಟ್ ಬೆಳವಣಿಗೆ [494,620,560,633]
kirusuddi-prefix: ಕಿರು [62,813,86,835]
print-registration-mid [480,1448,524,1467]
booking-stop-box [336,644,486,794]
divider-h1 [28,518,328,519]
logo-emblem-icon [40,36,64,60]
day-label: ಶುಕ್ರವಾರ [812,48,838,58]
kirusuddi-item2-body: ಕೋಲ್ಕತಾ: ಮುರ್ಷಿದಾಬಾದ್ ಜಿಲ್ಲೆಯಲ್ಲಿ ಇತ್ತೀಚೆಗೆ ನಡೆದ ಹಿಂಸಾಚಾರದ ಬಗ್ಗೆ ತನಿಖೆ ನಡೆಸಲು ಒಂಬತ್ತು ಸದಸ್ಯರ ವಿಶೇಷ ತನಿಖಾ ತಂಡವನ್ನು (ಎಸ್‌ಐಟಿ) ರಚಿಸಲಾಗಿದೆ ಎಂದು ಪೊಲೀಸರು ತಿಳಿಸಿದ್ದಾರೆ. [28,1075,194,1099]
mid3-title: ಆರ್ಥಿಕತೆ ಮೇಲೆ ಒತ್ತಡ ಹೇರುವುದನ್ನು ನಿಲ್ಲಿಸಿ [608,807,766,839]
date-block [812,48,912,88]
story1-dateline: ಹೊಸದಿಲ್ಲಿ : [28,208,55,215]
gold-box-body: ಸಮಯಪುರಂ ಅರುಳ್ಮಿಗು ಮಾರಿಯಮ್ಮನ್ ದೇವಸ್ಥಾನದಿಂದ ಅತಿ ಹೆಚ್ಚು ಅಂದರೆ 424.26 ಕೆ.ಜಿ ಚಿನ್ನವನ್ನು ಕರಗಿಸಲಾಗಿದೆ. [782,1239,912,1255]
mid4-body: ಬಿಜಾಪುರ: ಛತ್ತೀಸ್‌ಗಢದ ಬಿಜಾಪುರ ಜಿಲ್ಲೆಯ ಎರಡು ಸ್ಥಳಗಳಲ್ಲಿ 22 ನಕ್ಸಲರನ್ನು ಬಂಧಿಸಲಾಗಿದ್ದು, ಸ್ಫೋಟಕಗಳನ್ನು ವಶಪಡಿಸಿಕೊಳ್ಳಲಾಗಿದೆ ಎಂದು ಪೊಲೀಸರು ತಿಳಿಸಿದ್ದಾರೆ. ಜಿಲ್ಲಾ ಮೀಸಲು ಪಡೆ, ಕೋಬ್ರಾ ಘಟಕ ಮತ್ತು ಸ್ಥಳೀಯ ಪೊಲೀಸರ ಜಂಟಿ ಕಾರ್ಯಾಚರಣೆಯಲ್ಲಿ ಬಂಧನ ನಡೆದಿದೆ. ಬಂಧಿತರಿಂದ ಟಿಫಿನ್ ಬಾಂಬ್, ಜಿಲೆಟಿನ್ ಕಡ್ಡಿ ಮತ್ತು ಡಿಟೋನೇಟರ್‌ಗಳನ್ನು ವಶಕ್ಕೆ ಪಡೆಯಲಾಗಿದೆ. [780,848,916,897]
story2-kicker: ನಕ್ಸಲ್ ನಿರ್ಮೂಲನೆ ಮಿಷನ್‌ಗೆ ಸಿಆರ್‌ಪಿಎಫ್ ಬೆನ್ನೆಲುಬು [28,522,210,533]
brahmos-body3: ಹೊಸದಿಲ್ಲಿ: ಬ್ರಹ್ಮೋಸ್ ಸೂಪರ್‌ಸಾನಿಕ್ ಕ್ರೂಸ್ ಕ್ಷಿಪಣಿಯನ್ನು ಫಿಲಿಪ್ಪೀನ್ಸ್‌ಗೆ ಯಶಸ್ವಿಯಾಗಿ ರಫ್ತು ಮಾಡಿದ ಬಳಿಕ ಭಾರತ ಇದೀಗ ವಿಯೆಟ್ನಾಂ ಜೊತೆ ಸುಮಾರು 700 ದಶಲಕ್ಷ ಡಾಲರ್ ಮೌಲ್ಯದ ಒಪ್ಪಂದಕ್ಕೆ ಸಹಿ ಹಾಕಲು ಸಜ್ಜಾಗಿದೆ. ಇಂಡೋನೇಷ್ಯಾ ಸಹ ಈ ಕ್ಷಿಪಣಿ ಖರೀದಿಗೆ ಆಸಕ್ತಿ ತೋರಿದೆ. 290 ಕಿ.ಮೀ ವ್ಯಾಪ್ತಿಯ ಈ ಕ್ಷಿಪಣಿ ವಿಶ್ವದ ಅತ್ಯಂತ ವೇಗದ ಕ್ರೂಸ್ ಕ್ಷಿಪಣಿಗಳಲ್ಲಿ ಒಂದಾಗಿದೆ. ಈ ಒಪ್ಪಂದದಿಂದ ರಕ್ಷಣಾ ರಫ್ತು ಕ್ಷೇತ್ರದಲ್ಲಿ ಭಾರತದ ಸ್ಥಾನ ಇನ್ನಷ್ಟು ಬಲಗೊಳ್ಳಲಿದೆ. ವಿಯೆಟ್ನಾಂ ಸೇನೆ ಮತ್ತು ನೌಕಾಪಡೆಗಾಗಿ ಈ ಕ್ಷಿಪಣಿಗಳನ್ನು ಖರೀದಿಸಲಾಗುತ್ತಿದೆ. 2022ರಲ್ಲಿ ಫಿಲಿಪ್ಪೀನ್ಸ್ 375 ದಶಲಕ್ಷ ಡಾಲರ್ ಒಪ್ಪಂದ ಮಾಡಿಕೊಂಡಿತ್ತು. [484,1306,608,1387]
mid4-title: ಛತ್ತೀಸ್‌ಗಢದಲ್ಲಿ 22 ನಕ್ಸಲರ ಬಂಧನ [780,807,902,839]
divider-v3 [400,806,401,1136]
story1-headline: ಪಾಕ್ ಅತಿಕ್ರಮಿಸಿರುವ ಕಾಶ್ಮೀರ ಹಿಂದಿರುಗಿಸಿ [28,116,264,178]
kirusuddi-item3-body: ಹೊಸದಿಲ್ಲಿ: ವಿದೇಶಿ ದೇಣಿಗೆ ನಿಯಂತ್ರಣ ಕಾಯ್ದೆ (ಎಫ್‌ಸಿಆರ್‌ಎ) ಉಲ್ಲಂಘನೆ ಪ್ರಕರಣಕ್ಕೆ ಸಂಬಂಧಿಸಿದಂತೆ ಆಪ್ ಮುಖಂಡ ದುರ್ಗೇಶ್ ಪಾಠಕ್ ಅವರ ನಿವಾಸದ ಮೇಲೆ ಸಿಬಿಐ ದಾಳಿ ನಡೆಸಿದೆ. 2016ರ ಪ್ರಕರಣದಲ್ಲಿ ತನಿಖೆ ನಡೆಯುತ್ತಿದೆ. [28,1254,194,1278]
box2-body: ಕ್ಯಾಬ್ ಸೇವೆ ಒದಗಿಸುವ ಸ್ಟಾರ್ಟ್‌ಅಪ್ ಬ್ಲೂಸ್ಮಾರ್ಟ್‌ನ ಎಲೆಕ್ಟ್ರಿಕ್ ವಾಹನ ಖರೀದಿಗೆ ಪಡೆದ ಸಾಲದ ಹಣವನ್ನು ದುರುಪಯೋಗ ಮಾಡಿದ ಆರೋಪದ ಮೇಲೆ ಸೆಬಿ ಜಗ್ಗಿ ಸಹೋದರರನ್ನು ಷೇರು ಮಾರುಕಟ್ಟೆಯಿಂದ ನಿಷೇಧಿಸಿದೆ. ಜೆನ್ಸೋಲ್ ಎಂಜಿನಿಯರಿಂಗ್ ಸಂಸ್ಥೆಯ ನಿರ್ದೇಶಕ ಹುದ್ದೆ ತ್ಯಜಿಸುವಂತೆ ಸೂಚಿಸಿದೆ. [338,495,484,535]
story2-body [28,572,168,794]
story-naxal [28,522,328,798]
gold-kicker: 21 ದೇಗುಲಗಳಿಗೆ ದಾನವಾಗಿ ಬಂದಿರುವ ಚಿನ್ನಾಭರಣ [657,1146,877,1161]
kirusuddi-item3-title: ಆಪ್‌ನ ದುರ್ಗೇಶ್ ಪಾಠಕ್ ನಿವಾಸಕ್ಕೆ ಸಿಬಿಐ ದಾಳಿ [28,1223,178,1250]
founders-photo-icon [495,477,613,617]
kirusuddi-column [28,806,194,1446]
city-label: ಮಂಗಳೂರು [826,69,858,78]
gold-body2: ದೇವಾಲಯಗಳ ಅಭಿವೃದ್ಧಿಗೆ ಬಳಸಲಾಗುವುದು ಎಂದು ಮಾಹಿತಿ ನೀಡಿದ್ದಾರೆ. 2025ರ ಮಾರ್ಚ್ 31ರವರೆಗೆ ಚಿನ್ನದ ಬಾರ್‌ಗಳ ಒಟ್ಟು ತೂಕ 10,74,123.488 ಗ್ರಾಂಗಳಷ್ಟು ಇದ್ದು, ಮೌಲ್ಯ ₹1,781.25 ಲಕ್ಷ ಬಡ್ಡಿ ಗಳಿಸಿದೆ. [778,1314,916,1346]
missile-icon [352,1210,608,1300]
box1-title: ಬ್ಲೂಸ್ಮಾರ್ಟ್ ಹಿನ್ನೆಲೆ [350,321,421,334]
